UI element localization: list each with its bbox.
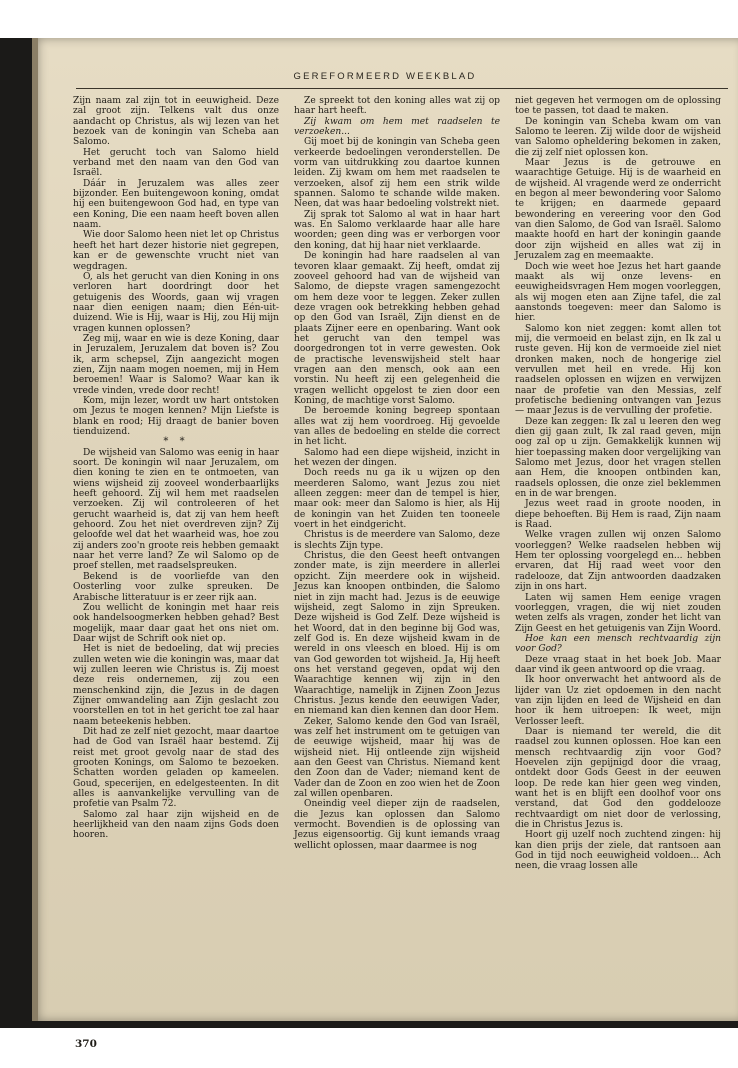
column-3 [515, 96, 721, 872]
paragraph: Maar Jezus is de getrouwe en waarachtige Getuige. Hij is de waarheid en de wijsheid. Al vragende werd ze onderricht en begon al meer bewondering voor Salomo te krijgen; en daarmede gepaard bewondering en vereering voor den God van dien Salomo, de God van Israël. Salomo maakte hoofd en hart der koningin gaande door zijn wijsheid en alles wat zij in Jeruzalem zag en meemaakte. [515, 158, 721, 262]
paragraph: Zij sprak tot Salomo al wat in haar hart was. En Salomo verklaarde haar alle hare woorden; geen ding was er verborgen voor den koning, dat hij haar niet verklaarde. [294, 209, 500, 251]
paragraph: Zijn naam zal zijn tot in eeuwigheid. Deze zal groot zijn. Telkens valt dus onze aandacht op Christus, als wij lezen van het bezoek van de koningin van Scheba aan Salomo. [73, 96, 279, 148]
paragraph: Bekend is de voorliefde van den Oosterling voor zulke spreuken. De Arabische litteratuur is er zeer rijk aan. [73, 571, 279, 603]
paragraph: Het is niet de bedoeling, dat wij precies zullen weten wie die koningin was, maar dat wij zullen leeren wie Christus is. Zij moest deze reis ondernemen, zij zou een menschenkind zijn, die Jezus in de dagen Zijner omwandeling aan Zijn geslacht zou voorstellen en tot in het gericht toe zal haar naam beteekenis hebben. [73, 644, 279, 727]
section-separator: * * [163, 436, 189, 448]
running-header: GEREFORMEERD WEEKBLAD [293, 71, 477, 82]
paragraph: De koningin van Scheba kwam om van Salomo te leeren. Zij wilde door de wijsheid van Salomo opheldering bekomen in zaken, die zij zelf niet oplossen kon. [515, 116, 721, 158]
paragraph: Kom, mijn lezer, wordt uw hart ontstoken om Jezus te mogen kennen? Mijn Liefste is blank en rood; Hij draagt de banier boven tienduizend. [73, 395, 279, 437]
header-rule [76, 88, 728, 89]
page-binding-edge [32, 38, 38, 1021]
paragraph: Deze kan zeggen: Ik zal u leeren den weg dien gij gaan zult, Ik zal raad geven, mijn oog zal op u zijn. Gemakkelijk kunnen wij hier toepassing maken door vergelijking van Salomo met Jezus, door het vragen stellen aan Hem, die knoopen ontbinden kan, raadsels oplossen, die onze ziel beklemmen en in de war brengen. [515, 416, 721, 500]
paragraph: Gij moet bij de koningin van Scheba geen verkeerde bedoelingen veronderstellen. De vorm van uitdrukking zou daartoe kunnen leiden. Zij kwam om hem met raadselen te verzoeken, alsof zij hem een strik wilde spannen. Salomo te schande wilde maken. Neen, dat was haar bedoeling volstrekt niet. [294, 137, 500, 210]
italic-quote: Zij kwam om hem met raadselen te verzoeken... [294, 116, 500, 138]
paragraph: Wie door Salomo heen niet let op Christus heeft het hart dezer historie niet gegrepen, kan er de gewenschte vrucht niet van wegdragen. [73, 230, 279, 272]
paragraph: Dit had ze zelf niet gezocht, maar daartoe had de God van Israël haar bestemd. Zij reist met groot gevolg naar de stad des grooten Konings, om Salomo te bezoeken. Schatten worden geladen op kameelen. Goud, specerijen, en edelgesteenten. In dit alles is aanvankelijke vervulling van de profetie van Psalm 72. [73, 726, 279, 810]
paragraph: Christus is de meerdere van Salomo, deze is slechts Zijn type. [294, 530, 500, 551]
paragraph: Het gerucht toch van Salomo hield verband met den naam van den God van Israël. [73, 147, 279, 179]
magazine-page [32, 38, 738, 1050]
paragraph: Salomo had een diepe wijsheid, inzicht in het wezen der dingen. [294, 447, 500, 469]
paragraph: Zeker, Salomo kende den God van Israël, was zelf het instrument om te getuigen van de eeuwige wijsheid, maar hij was de wijsheid niet. Hij ontleende zijn wijsheid aan den Geest van Christus. Niemand kent den Zoon dan de Vader; niemand kent de Vader dan de Zoon en zoo wien het de Zoon zal willen openbaren. [294, 716, 500, 800]
paragraph: Ze spreekt tot den koning alles wat zij op haar hart heeft. [294, 96, 500, 117]
paragraph-italic [294, 117, 500, 138]
paragraph: Hoort gij uzelf noch zuchtend zingen: hij kan dien prijs der ziele, dat rantsoen aan God in tijd noch eeuwigheid voldoen... Ach neen, die vraag lossen alle [515, 830, 721, 872]
paragraph: Laten wij samen Hem eenige vragen voorleggen, vragen, die wij niet zouden weten zelfs als vragen, zonder het licht van Zijn Geest en het getuigenis van Zijn Woord. [515, 592, 721, 634]
page-number: 370 [75, 1038, 97, 1050]
paragraph: Daar is niemand ter wereld, die dit raadsel zou kunnen oplossen. Hoe kan een mensch rechtvaardig zijn voor God? Hoevelen zijn gepijnigd door die vraag, ontdekt door Gods Geest in der eeuwen loop. De rede kan hier geen weg vinden, want het is en blijft een doolhof voor ons verstand, dat God den goddelooze rechtvaardigt om niet door de verlossing, die in Christus Jezus is. [515, 726, 721, 831]
paragraph: Oneindig veel dieper zijn de raadselen, die Jezus kan oplossen dan Salomo vermocht. Bovendien is de oplossing van Jezus eigensoortig. Gij kunt iemands vraag wellicht oplossen, maar daarmee is nog [294, 799, 500, 851]
paragraph: Zou wellicht de koningin met haar reis ook handelsoogmerken hebben gehad? Best mogelijk, maar daar gaat het ons niet om. Daar wijst de Schrift ook niet op. [73, 602, 279, 644]
paragraph: O, als het gerucht van dien Koning in ons verloren hart doordringt door het getuigenis des Woords, gaan wij vragen naar dien eenigen naam; dien Eén-uit-duizend. Wie is Hij, waar is Hij, zou Hij mijn vragen kunnen oplossen? [73, 271, 279, 334]
paragraph: Salomo zal haar zijn wijsheid en de heerlijkheid van den naam zijns Gods doen hooren. [73, 809, 279, 841]
column-1 [73, 96, 279, 841]
paragraph-italic [515, 634, 721, 655]
italic-question: Hoe kan een mensch rechtvaardig zijn voor God? [515, 633, 721, 655]
paragraph: Jezus weet raad in groote nooden, in diepe behoeften. Bij Hem is raad, Zijn naam is Raad. [515, 499, 721, 531]
paragraph: De koningin had hare raadselen al van tevoren klaar gemaakt. Zij heeft, omdat zij zooveel gehoord had van de wijsheid van Salomo, de diepste vragen samengezocht om hem deze voor te leggen. Zeker zullen deze vragen ook betrekking hebben gehad op den God van Israël, Zijn dienst en de plaats Zijner eere en openbaring. Want ook het gerucht van den tempel was doorgedrongen tot in verre gewesten. Ook de practische levenswijsheid stelt haar vragen aan den mensch, ook aan een vorstin. Nu heeft zij een gelegenheid die vragen wellicht opgelost te zien door een Koning, de machtige vorst Salomo. [294, 251, 500, 406]
paragraph: Deze vraag staat in het boek Job. Maar daar vind ik geen antwoord op die vraag. [515, 654, 721, 675]
paragraph: De beroemde koning begreep spontaan alles wat zij hem voordroeg. Hij gevoelde van alles de bedoeling en stelde die correct in het licht. [294, 406, 500, 448]
paragraph: Doch reeds nu ga ik u wijzen op den meerderen Salomo, want Jezus zou niet alleen zeggen: meer dan de tempel is hier, maar ook: meer dan Salomo is hier, als Hij de koningin van het Zuiden ten tooneele voert in het eindgericht. [294, 468, 500, 531]
paragraph: Christus, die den Geest heeft ontvangen zonder mate, is zijn meerdere in allerlei opzicht. Zijn meerdere ook in wijsheid. Jezus kan knoopen ontbinden, die Salomo niet in zijn macht had. Jezus is de eeuwige wijsheid, zegt Salomo in zijn Spreuken. Deze wijsheid is God Zelf. Deze wijsheid is het Woord, dat in den beginne bij God was, zelf God is. En deze wijsheid kwam in de wereld in ons vleesch en bloed. Hij is om van God geworden tot wijsheid. Ja, Hij heeft ons het verstand gegeven, opdat wij den Waarachtige kennen wij zijn in den Waarachtige, namelijk in Zijnen Zoon Jezus Christus. Jezus kende den eeuwigen Vader, en niemand kan dien kennen dan door Hem. [294, 551, 500, 717]
paragraph: Zeg mij, waar en wie is deze Koning, daar in Jeruzalem, Jeruzalem dat boven is? Zou ik, arm schepsel, Zijn aangezicht mogen zien, Zijn naam mogen noemen, mij in Hem beroemen! Waar is Salomo? Waar kan ik vrede vinden, vrede door recht! [73, 333, 279, 396]
paragraph: Ik hoor onverwacht het antwoord als de lijder van Uz ziet opdoemen in den nacht van zijn lijden en leed de Wijsheid en dan hoor ik hem uitroepen: Ik weet, mijn Verlosser leeft. [515, 675, 721, 727]
paragraph: Welke vragen zullen wij onzen Salomo voorleggen? Welke raadselen hebben wij Hem ter oplossing voorgelegd en... hebben ervaren, dat Hij raad weet voor den radelooze, dat Zijn antwoorden daadzaken zijn in ons hart. [515, 530, 721, 593]
paragraph: Doch wie weet hoe Jezus het hart gaande maakt als wij onze levens- en eeuwigheidsvragen Hem mogen voorleggen, als wij mogen eten aan Zijne tafel, die zal aanstonds toegeven: meer dan Salomo is hier. [515, 261, 721, 324]
paragraph: Salomo kon niet zeggen: komt allen tot mij, die vermoeid en belast zijn, en Ik zal u ruste geven. Hij kon de vermoeide ziel niet dronken maken, noch de hongerige ziel vervullen met heil en vrede. Hij kon raadselen oplossen en wijzen en verwijzen naar de profetie van den Messias, zelf profetische bediening ontvangen van Jezus — maar Jezus is de vervulling der profetie. [515, 323, 721, 417]
paragraph: niet gegeven het vermogen om de oplossing toe te passen, tot daad te maken. [515, 96, 721, 117]
paragraph: Dáár in Jeruzalem was alles zeer bijzonder. Een buitengewoon koning, omdat hij een buitengewoon God had, en type van een Koning, Die een naam heeft boven allen naam. [73, 178, 279, 231]
paragraph: De wijsheid van Salomo was eenig in haar soort. De koningin wil naar Jeruzalem, om dien koning te zien en te ontmoeten, van wiens wijsheid zij zooveel wonderbaarlijks heeft gehoord. Zij wil hem met raadselen verzoeken. Zij wil controleeren of het gerucht waarheid is, dat zij van hem heeft gehoord. Zou het niet overdreven zijn? Zij geloofde wel dat het waarheid was, hoe zou zij anders zoo'n groote reis hebben gemaakt naar het verre land? Ze wil Salomo op de proef stellen, met raadselspreuken. [73, 447, 279, 572]
column-2 [294, 96, 500, 851]
